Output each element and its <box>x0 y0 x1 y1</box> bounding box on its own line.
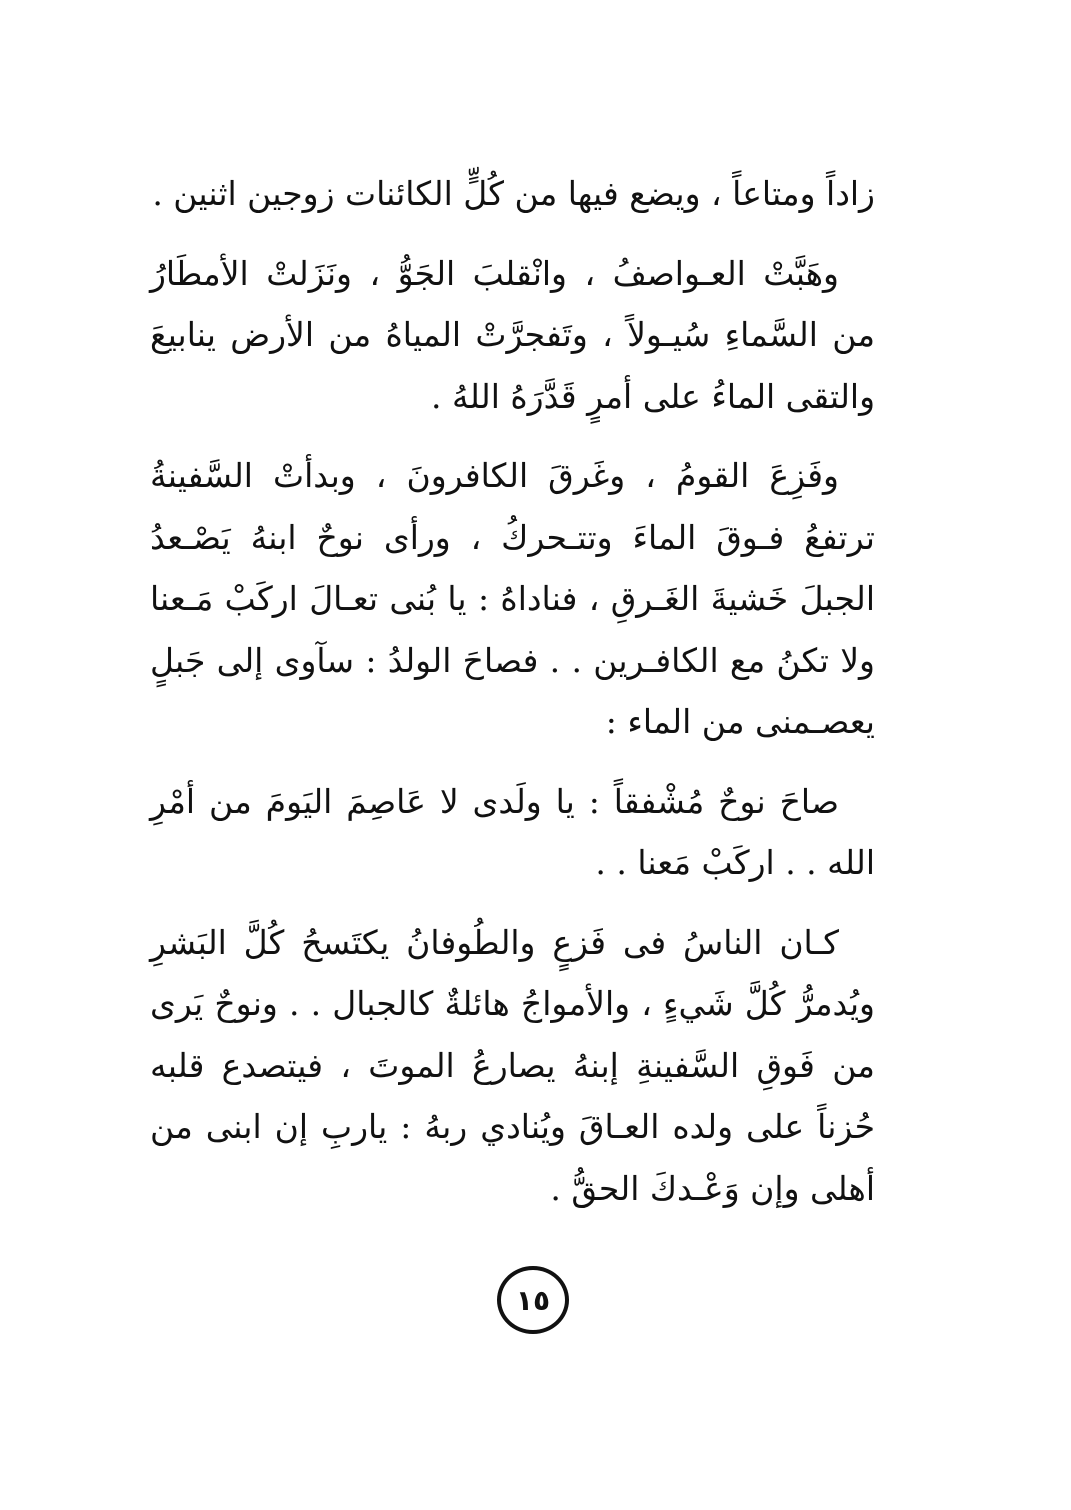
paragraph-4: صاحَ نوحٌ مُشْفقاً : يا ولَدى لا عَاصِمَ اليَومَ من أمْرِ الله . . اركَبْ مَعنا . . <box>150 781 875 882</box>
page-text <box>150 163 875 1219</box>
paragraph-1: زاداً ومتاعاً ، ويضع فيها من كُلٍّ الكائنات زوجين اثنين . <box>152 174 875 213</box>
paragraph-3: وفَزِعَ القومُ ، وغَرقَ الكافرونَ ، وبدأتْ السَّفينةُ ترتفعُ فـوقَ الماءَ وتتـحركُ ، ورأى نوحٌ ابنهُ يَصْـعدُ الجبلَ خَشيةَ الغَـرقِ ، فناداهُ : يا بُنى تعـالَ اركَبْ مَـعنا ولا تكنُ مع الكافـرين . . فصاحَ الولدُ : سآوى إلى جَبلٍ يعصـمنى من الماء : <box>150 456 875 741</box>
paragraph-2: وهَبَّتْ العـواصفُ ، وانْقلبَ الجَوُّ ، ونَزَلتْ الأمطَارُ من السَّماءِ سُيـولاً ، وتَفجرَّتْ المياهُ من الأرض ينابيعَ والتقى الماءُ على أمرٍ قَدَّرَهُ اللهُ . <box>150 253 875 416</box>
paragraph-5: كـان الناسُ فى فَزعٍ والطُوفانُ يكتَسحُ كُلَّ البَشرِ ويُدمرُّ كُلَّ شَيءٍ ، والأمواجُ هائلةٌ كالجبال . . ونوحٌ يَرى من فَوقِ السَّفينةِ إبنهُ يصارعُ الموتَ ، فيتصدع قلبه حُزناً على ولده العـاقَ ويُنادي ربهُ : ياربِ إن ابنى من أهلى وإن وَعْـدكَ الحقُّ . <box>150 922 875 1208</box>
page-number: ١٥ <box>497 1266 569 1334</box>
